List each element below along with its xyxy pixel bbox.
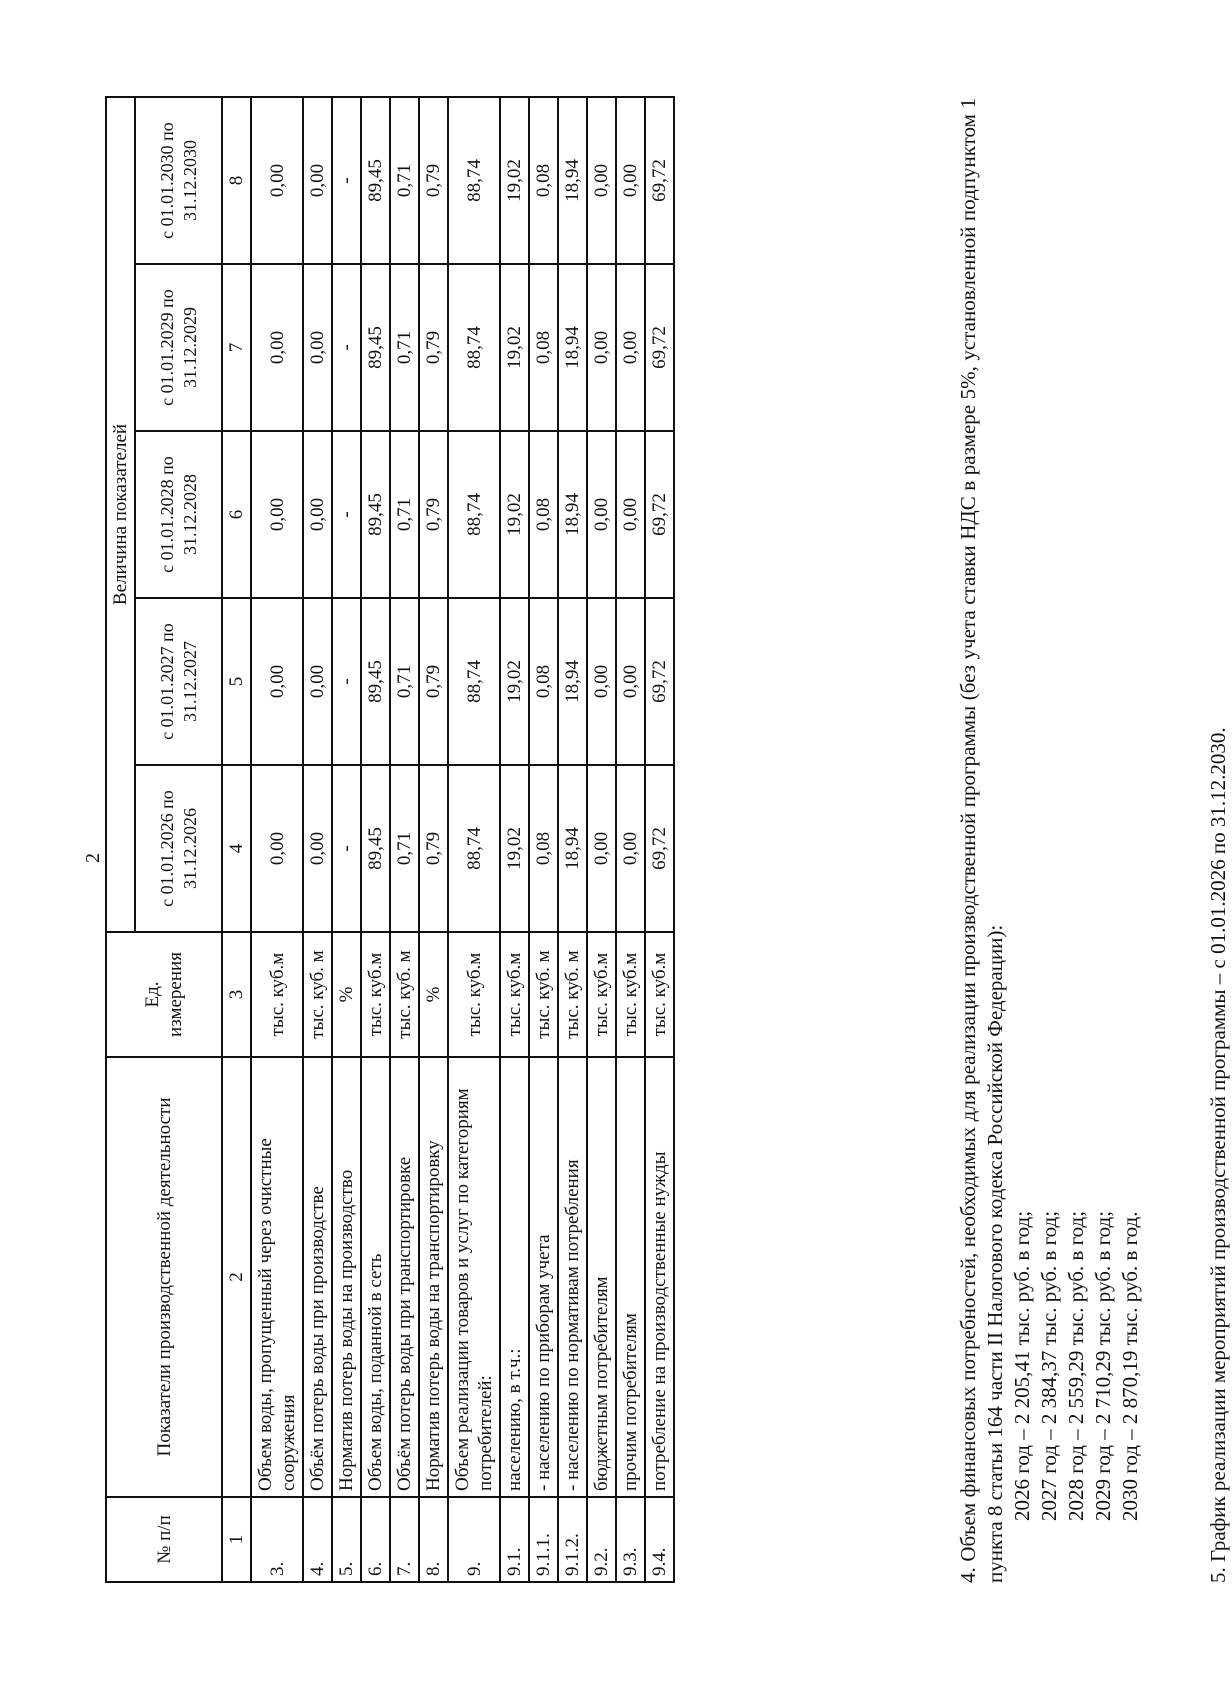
table-row (303, 97, 332, 1582)
header-no: № п/п (106, 1497, 222, 1582)
finance-year-2028: 2028 год – 2 559,29 тыс. руб. в год; (1064, 1210, 1088, 1521)
row-indicator: Объем воды, поданной в сеть (361, 1057, 390, 1497)
row-unit: тыс. куб.м (645, 932, 674, 1057)
row-value: 0,00 (616, 431, 645, 598)
row-number: 9. (448, 1497, 500, 1582)
row-unit: тыс. куб.м (616, 932, 645, 1057)
table-row (419, 97, 448, 1582)
row-value: 89,45 (361, 97, 390, 264)
row-value: 89,45 (361, 264, 390, 431)
table-row (390, 97, 419, 1582)
row-value: 69,72 (645, 431, 674, 598)
row-unit: % (332, 932, 361, 1057)
table-row (332, 97, 361, 1582)
row-indicator: - населению по нормативам потребления (558, 1057, 587, 1497)
row-value: 0,00 (251, 765, 303, 932)
row-indicator: Объём потерь воды при производстве (303, 1057, 332, 1497)
row-indicator: бюджетным потребителям (587, 1057, 616, 1497)
row-value: 0,08 (529, 765, 558, 932)
row-value: 0,00 (587, 431, 616, 598)
row-value: 0,00 (251, 97, 303, 264)
row-indicator: - населению по приборам учета (529, 1057, 558, 1497)
row-number: 9.1. (500, 1497, 529, 1582)
col-number: 5 (222, 598, 251, 765)
table-row (500, 97, 529, 1582)
row-value: - (332, 264, 361, 431)
header-indicator: Показатели производственной деятельности (106, 1057, 222, 1497)
row-unit: тыс. куб.м (448, 932, 500, 1057)
col-number: 2 (222, 1057, 251, 1497)
row-value: 0,00 (587, 97, 616, 264)
finance-year-2026: 2026 год – 2 205,41 тыс. руб. в год; (1010, 1210, 1034, 1521)
row-indicator: потребление на производственные нужды (645, 1057, 674, 1497)
row-value: 0,79 (419, 97, 448, 264)
row-value: 0,00 (587, 264, 616, 431)
row-value: 18,94 (558, 598, 587, 765)
section-4 (955, 98, 1144, 1583)
row-value: - (332, 97, 361, 264)
row-value: 0,00 (251, 431, 303, 598)
row-value: 0,00 (303, 264, 332, 431)
row-indicator: населению, в т.ч.: (500, 1057, 529, 1497)
row-value: 0,08 (529, 97, 558, 264)
row-value: 88,74 (448, 431, 500, 598)
row-value: 69,72 (645, 264, 674, 431)
row-value: - (332, 765, 361, 932)
row-value: 0,08 (529, 431, 558, 598)
row-number: 4. (303, 1497, 332, 1582)
indicators-table (105, 96, 675, 1583)
row-unit: тыс. куб. м (558, 932, 587, 1057)
finance-year-2027: 2027 год – 2 384,37 тыс. руб. в год; (1037, 1210, 1061, 1521)
row-value: 18,94 (558, 765, 587, 932)
row-value: 0,00 (303, 598, 332, 765)
row-value: - (332, 431, 361, 598)
col-number: 4 (222, 765, 251, 932)
row-unit: тыс. куб. м (303, 932, 332, 1057)
row-indicator: Объем реализации товаров и услуг по категориям потребителей: (448, 1057, 500, 1497)
header-period-2026: с 01.01.2026 по 31.12.2026 (135, 765, 222, 932)
row-value: 0,08 (529, 264, 558, 431)
finance-year-2029: 2029 год – 2 710,29 тыс. руб. в год; (1091, 1210, 1115, 1521)
row-unit: тыс. куб.м (361, 932, 390, 1057)
col-number: 3 (222, 932, 251, 1057)
row-value: 0,00 (616, 598, 645, 765)
row-number: 9.2. (587, 1497, 616, 1582)
row-value: 0,79 (419, 598, 448, 765)
row-number: 9.4. (645, 1497, 674, 1582)
row-value: 19,02 (500, 598, 529, 765)
header-values-group: Величина показателей (106, 97, 135, 932)
row-value: 0,71 (390, 431, 419, 598)
col-number: 6 (222, 431, 251, 598)
row-value: 18,94 (558, 264, 587, 431)
row-value: 0,79 (419, 765, 448, 932)
section-4-text: 4. Объем финансовых потребностей, необходимых для реализации производственной программы (без учета ставки НДС в размере 5%, установленной подпунктом 1 пункта 8 статьи 164 части II Налогового кодекса Российской Федерации): (956, 98, 1007, 1583)
row-value: - (332, 598, 361, 765)
row-value: 0,79 (419, 431, 448, 598)
row-value: 0,08 (529, 598, 558, 765)
row-value: 89,45 (361, 765, 390, 932)
row-number: 9.3. (616, 1497, 645, 1582)
row-value: 0,00 (616, 765, 645, 932)
col-number: 1 (222, 1497, 251, 1582)
table-row (587, 97, 616, 1582)
table-row (361, 97, 390, 1582)
row-value: 69,72 (645, 97, 674, 264)
header-period-2029: с 01.01.2029 по 31.12.2029 (135, 264, 222, 431)
row-unit: тыс. куб.м (251, 932, 303, 1057)
header-unit: Ед. измерения (106, 932, 222, 1057)
row-indicator: Норматив потерь воды на производство (332, 1057, 361, 1497)
section-5: 5. График реализации мероприятий производственной программы – с 01.01.2026 по 31.12.2030. (1206, 727, 1230, 1583)
row-number: 8. (419, 1497, 448, 1582)
row-value: 69,72 (645, 765, 674, 932)
table-body (251, 97, 674, 1582)
header-period-2030: с 01.01.2030 по 31.12.2030 (135, 97, 222, 264)
table-row (616, 97, 645, 1582)
row-indicator: Объем воды, пропущенный через очистные сооружения (251, 1057, 303, 1497)
row-number: 9.1.2. (558, 1497, 587, 1582)
row-value: 0,00 (616, 264, 645, 431)
table-row (558, 97, 587, 1582)
row-value: 19,02 (500, 97, 529, 264)
row-value: 18,94 (558, 431, 587, 598)
row-value: 88,74 (448, 97, 500, 264)
row-value: 18,94 (558, 97, 587, 264)
row-value: 19,02 (500, 431, 529, 598)
row-number: 6. (361, 1497, 390, 1582)
row-number: 3. (251, 1497, 303, 1582)
row-unit: тыс. куб. м (529, 932, 558, 1057)
row-value: 0,00 (303, 431, 332, 598)
row-value: 69,72 (645, 598, 674, 765)
table-row (251, 97, 303, 1582)
row-value: 88,74 (448, 264, 500, 431)
row-number: 9.1.1. (529, 1497, 558, 1582)
row-value: 0,71 (390, 598, 419, 765)
row-indicator: прочим потребителям (616, 1057, 645, 1497)
row-number: 5. (332, 1497, 361, 1582)
header-period-2027: с 01.01.2027 по 31.12.2027 (135, 598, 222, 765)
row-value: 0,71 (390, 765, 419, 932)
row-value: 88,74 (448, 765, 500, 932)
header-period-2028: с 01.01.2028 по 31.12.2028 (135, 431, 222, 598)
row-value: 0,00 (303, 97, 332, 264)
table-row (448, 97, 500, 1582)
row-number: 7. (390, 1497, 419, 1582)
finance-year-2030: 2030 год – 2 870,19 тыс. руб. в год. (1118, 1211, 1142, 1521)
row-value: 89,45 (361, 431, 390, 598)
row-value: 0,00 (251, 598, 303, 765)
row-value: 0,00 (251, 264, 303, 431)
row-value: 0,71 (390, 97, 419, 264)
col-number: 8 (222, 97, 251, 264)
row-value: 0,79 (419, 264, 448, 431)
row-indicator: Норматив потерь воды на транспортировку (419, 1057, 448, 1497)
row-unit: тыс. куб. м (390, 932, 419, 1057)
row-value: 0,00 (616, 97, 645, 264)
row-value: 19,02 (500, 264, 529, 431)
row-value: 88,74 (448, 598, 500, 765)
table-row (645, 97, 674, 1582)
col-number: 7 (222, 264, 251, 431)
row-value: 0,00 (587, 598, 616, 765)
page-number: 2 (82, 853, 104, 863)
row-value: 0,00 (587, 765, 616, 932)
row-indicator: Объём потерь воды при транспортировке (390, 1057, 419, 1497)
row-value: 19,02 (500, 765, 529, 932)
row-unit: тыс. куб.м (500, 932, 529, 1057)
row-value: 0,00 (303, 765, 332, 932)
row-value: 89,45 (361, 598, 390, 765)
row-unit: % (419, 932, 448, 1057)
row-unit: тыс. куб.м (587, 932, 616, 1057)
table-row (529, 97, 558, 1582)
row-value: 0,71 (390, 264, 419, 431)
